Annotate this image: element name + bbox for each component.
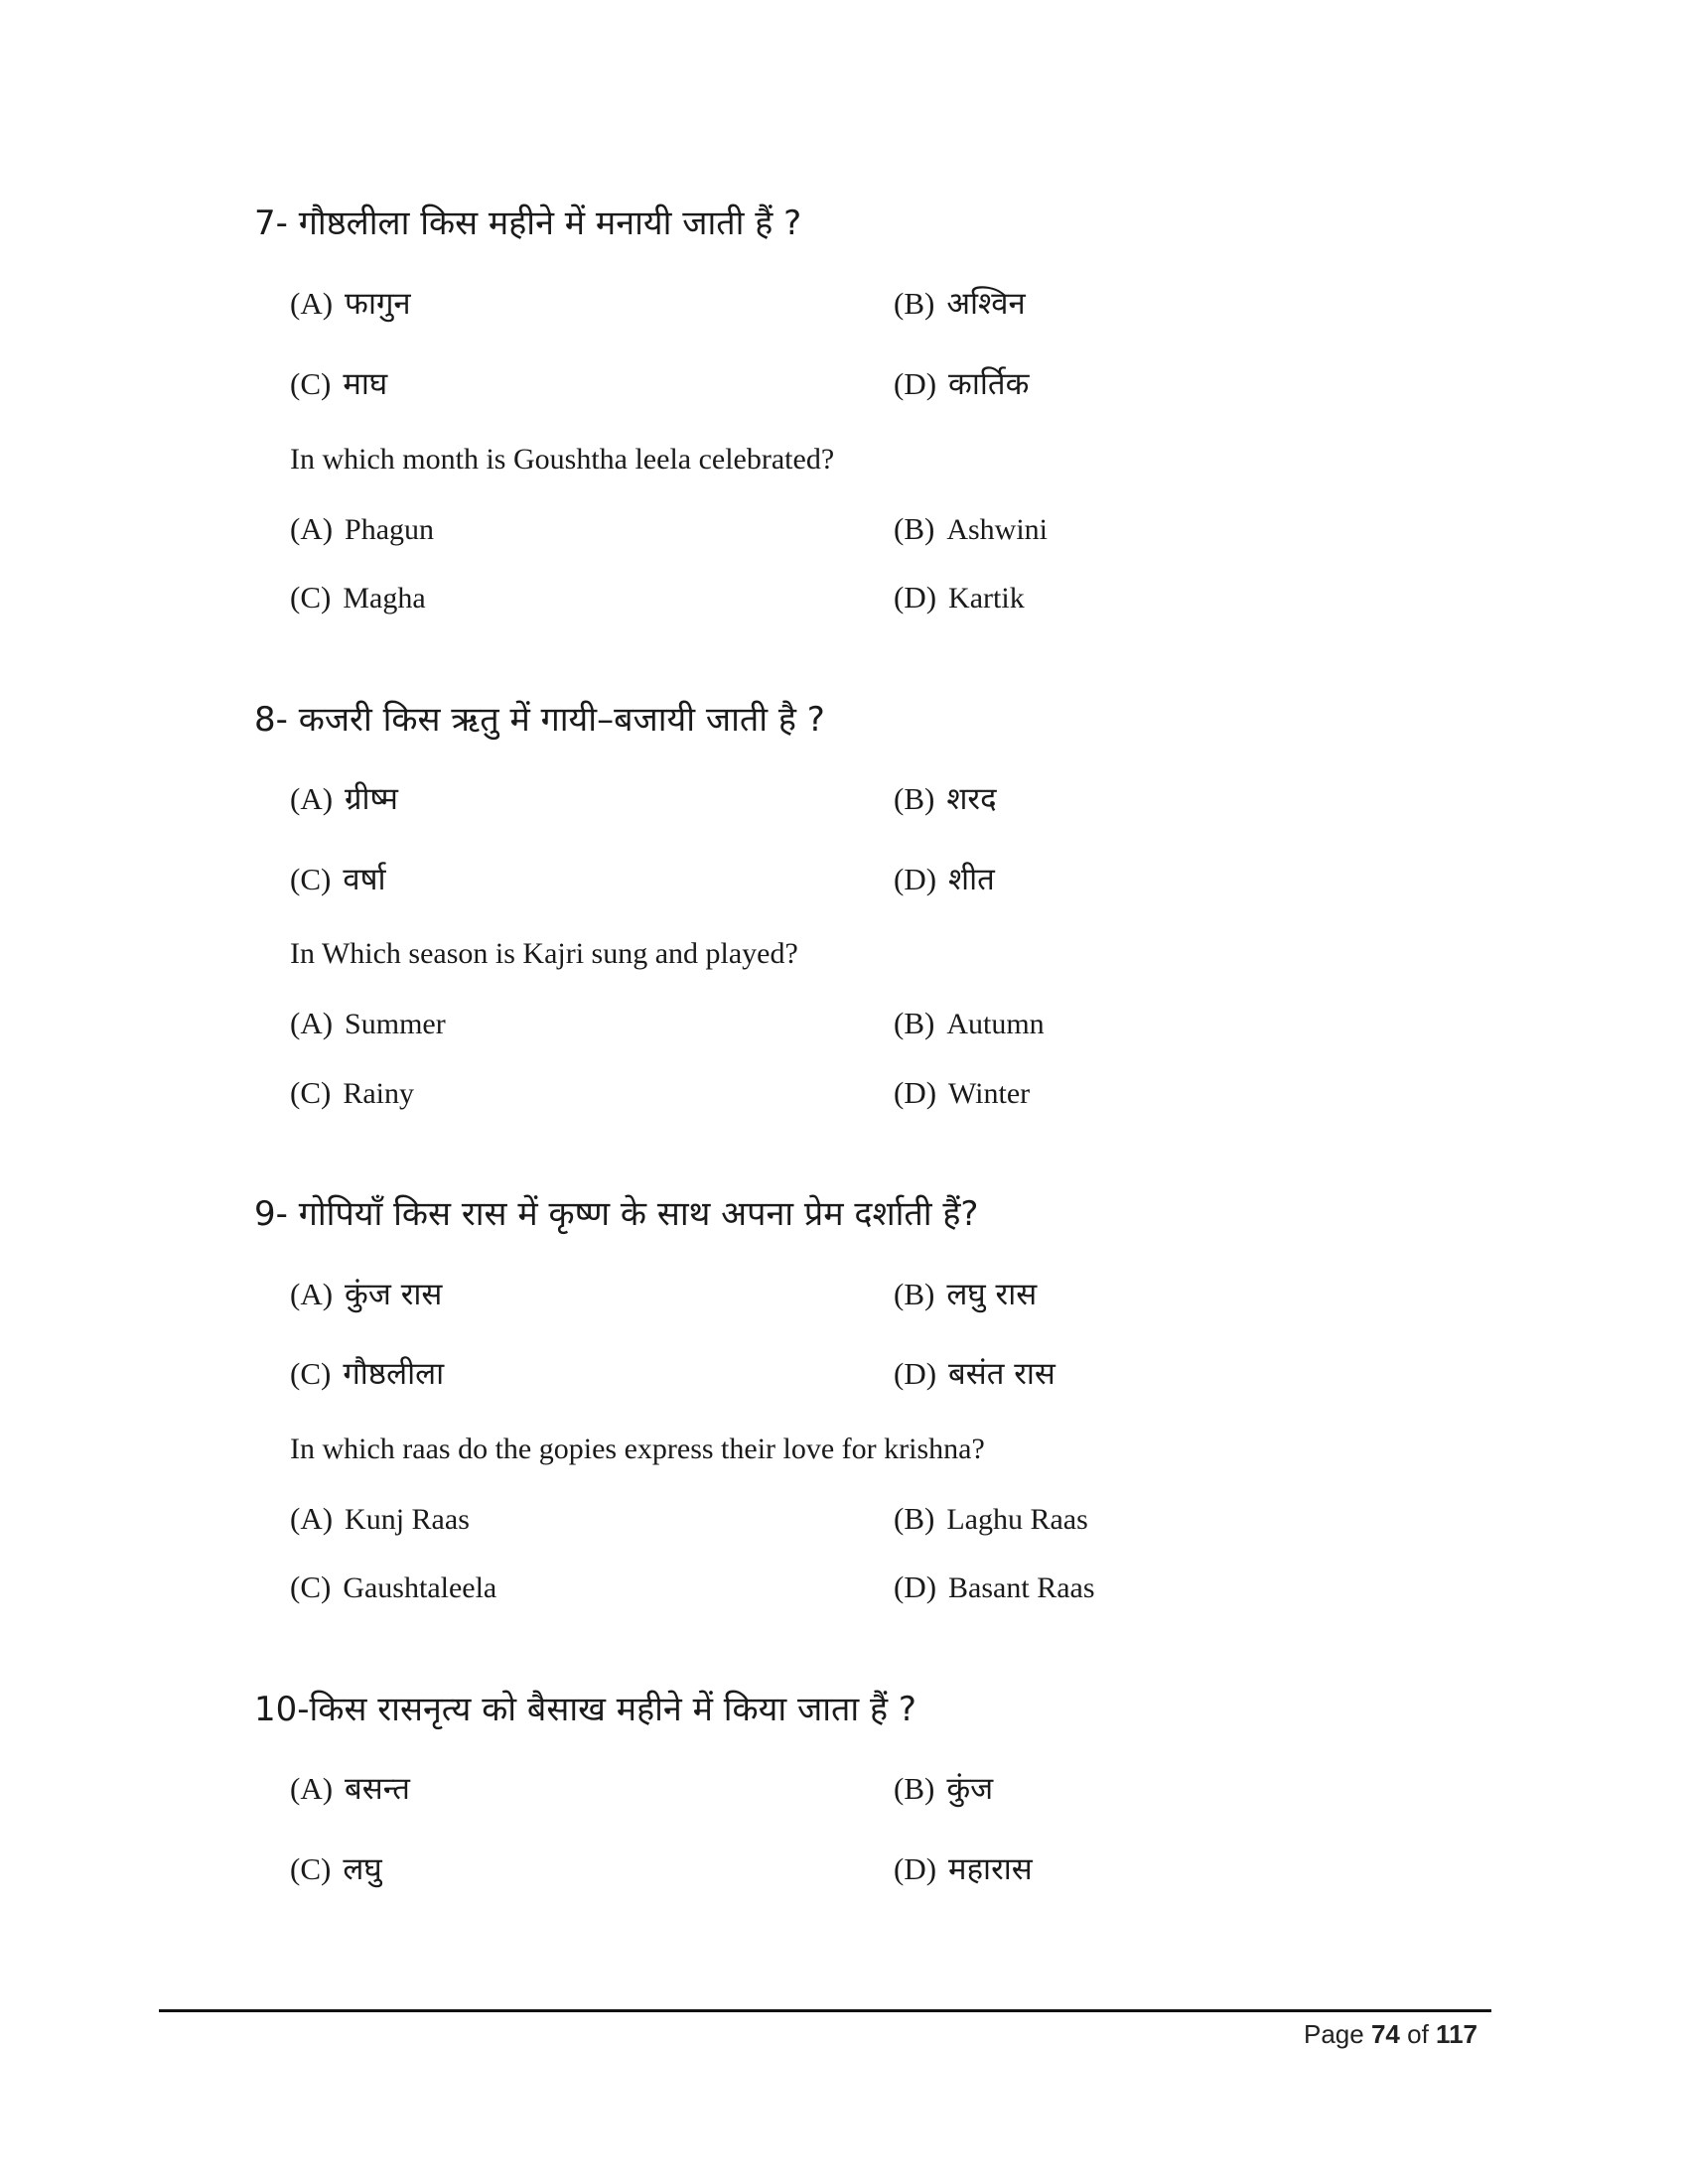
option-d-english: (D) Kartik: [894, 580, 1025, 614]
footer-divider: [159, 2009, 1491, 2012]
option-a-english: (A) Summer: [290, 1006, 446, 1040]
option-a-hindi: (A) ग्रीष्म: [290, 781, 398, 817]
question-english: In which raas do the gopies express their love for krishna?: [290, 1433, 985, 1465]
option-a-english: (A) Kunj Raas: [290, 1501, 470, 1536]
option-b-hindi: (B) लघु रास: [894, 1277, 1038, 1312]
option-b-english: (B) Autumn: [894, 1006, 1045, 1040]
option-b-hindi: (B) शरद: [894, 781, 997, 817]
option-d-hindi: (D) महारास: [894, 1851, 1033, 1887]
question-hindi: 9- गोपियाँ किस रास में कृष्ण के साथ अपना प्रेम दर्शाती हैं?: [254, 1194, 979, 1234]
option-a-hindi: (A) फागुन: [290, 286, 411, 322]
option-b-hindi: (B) कुंज: [894, 1771, 994, 1807]
option-b-english: (B) Ashwini: [894, 511, 1049, 546]
option-b-hindi: (B) अश्विन: [894, 286, 1026, 322]
option-b-english: (B) Laghu Raas: [894, 1501, 1088, 1536]
option-c-hindi: (C) वर्षा: [290, 862, 386, 897]
option-c-hindi: (C) लघु: [290, 1851, 382, 1887]
question-hindi: 10-किस रासनृत्य को बैसाख महीने में किया जाता हैं ?: [254, 1690, 916, 1729]
option-c-english: (C) Rainy: [290, 1075, 414, 1110]
question-english: In which month is Goushtha leela celebrated?: [290, 443, 835, 476]
page-total: 117: [1436, 2019, 1477, 2049]
option-c-hindi: (C) माघ: [290, 366, 388, 402]
option-d-hindi: (D) कार्तिक: [894, 366, 1030, 402]
option-a-hindi: (A) कुंज रास: [290, 1277, 443, 1312]
option-c-hindi: (C) गौष्ठलीला: [290, 1356, 445, 1392]
option-d-english: (D) Basant Raas: [894, 1570, 1095, 1604]
option-c-english: (C) Gaushtaleela: [290, 1570, 497, 1604]
page-current: 74: [1370, 2019, 1400, 2049]
question-hindi: 7- गौष्ठलीला किस महीने में मनायी जाती हैं ?: [254, 204, 802, 243]
option-c-english: (C) Magha: [290, 580, 426, 614]
option-a-english: (A) Phagun: [290, 511, 435, 546]
option-d-hindi: (D) शीत: [894, 862, 995, 897]
option-a-hindi: (A) बसन्त: [290, 1771, 410, 1807]
option-d-hindi: (D) बसंत रास: [894, 1356, 1055, 1392]
page-of: of: [1407, 2019, 1429, 2049]
option-d-english: (D) Winter: [894, 1075, 1031, 1110]
page-number: [1304, 2019, 1477, 2050]
question-english: In Which season is Kajri sung and played?: [290, 937, 798, 970]
page-prefix: Page: [1304, 2019, 1364, 2049]
question-hindi: 8- कजरी किस ऋतु में गायी–बजायी जाती है ?: [254, 700, 825, 740]
